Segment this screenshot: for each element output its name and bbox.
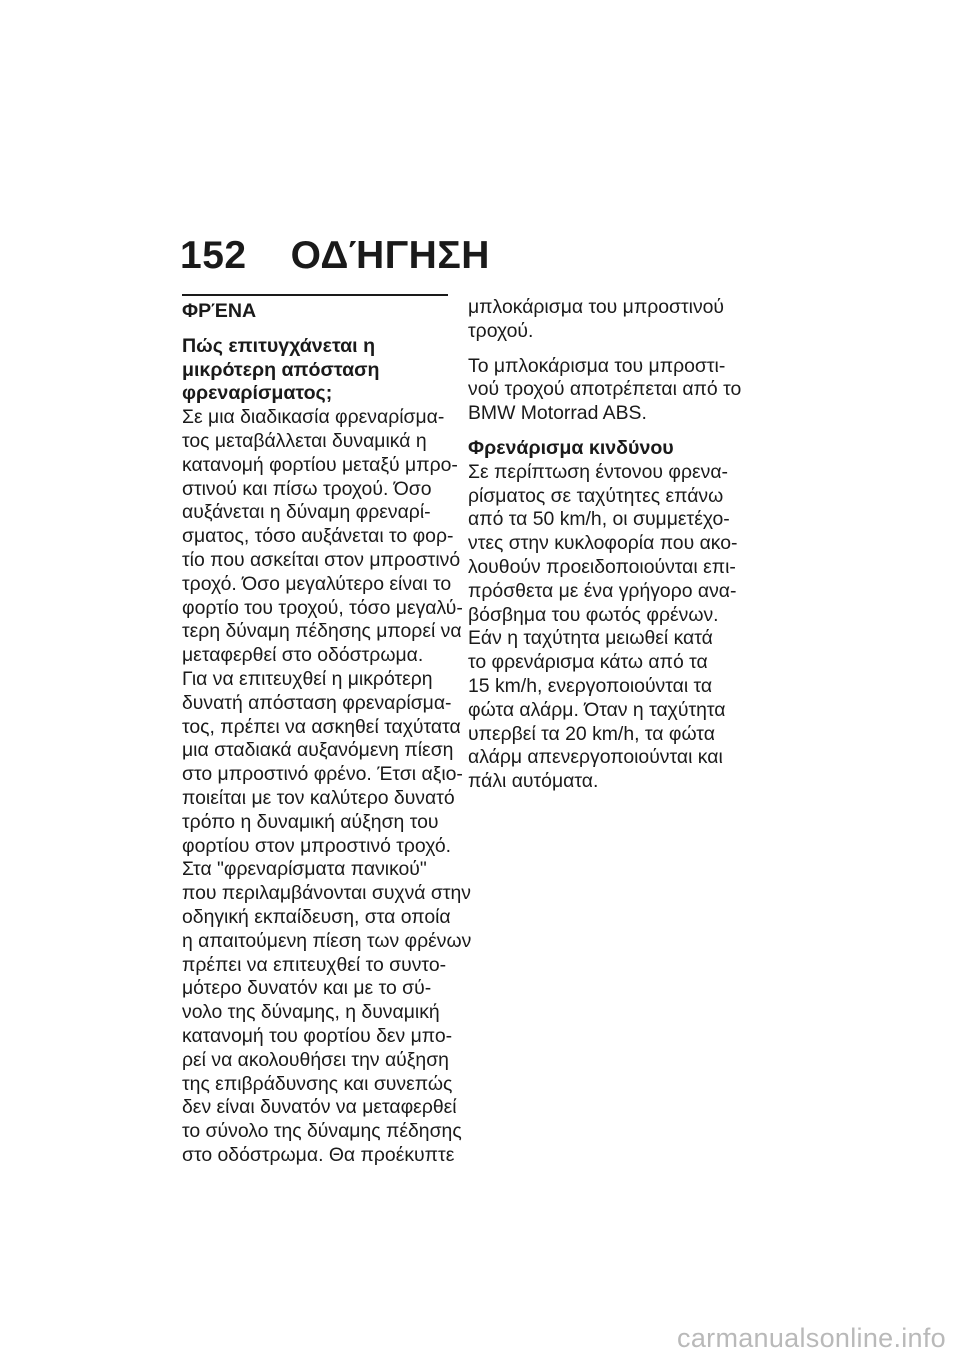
text-line: λουθούν προειδοποιούνται επι- bbox=[468, 555, 736, 578]
text-line: πρόσθετα με ένα γρήγορο ανα- bbox=[468, 579, 737, 602]
text-line: δεν είναι δυνατόν να μεταφερθεί bbox=[182, 1096, 457, 1119]
body-paragraph bbox=[182, 406, 472, 1168]
emergency-braking-heading: Φρενάρισμα κινδύνου bbox=[468, 436, 674, 459]
text-line: φώτα αλάρμ. Όταν η ταχύτητα bbox=[468, 698, 726, 721]
text-line: υπερβεί τα 20 km/h, τα φώτα bbox=[468, 722, 715, 745]
text-line: αλάρμ απενεργοποιούνται και bbox=[468, 746, 723, 769]
page-header bbox=[180, 236, 490, 275]
text-line: της επιβράδυνσης και συνεπώς bbox=[182, 1072, 453, 1095]
section-rule bbox=[182, 294, 448, 296]
subheading-line: φρεναρίσματος; bbox=[182, 382, 333, 405]
text-line: τος, πρέπει να ασκηθεί ταχύτατα bbox=[182, 715, 461, 738]
text-line: φορτίο του τροχού, τόσο μεγαλύ- bbox=[182, 596, 463, 619]
text-line: βόσβημα του φωτός φρένων. bbox=[468, 603, 719, 626]
text-line: η απαιτούμενη πίεση των φρένων bbox=[182, 929, 472, 952]
text-line: πρέπει να επιτευχθεί το συντο- bbox=[182, 953, 447, 976]
text-line: το φρενάρισμα κάτω από τα bbox=[468, 651, 708, 674]
text-line: κατανομή φορτίου μεταξύ μπρο- bbox=[182, 453, 458, 476]
text-line: νού τροχού αποτρέπεται από το bbox=[468, 378, 742, 401]
text-line: οδηγική εκπαίδευση, στα οποία bbox=[182, 905, 451, 928]
text-line: Σε μια διαδικασία φρεναρίσμα- bbox=[182, 406, 445, 429]
text-line: Εάν η ταχύτητα μειωθεί κατά bbox=[468, 627, 713, 650]
subheading-line: μικρότερη απόσταση bbox=[182, 358, 380, 381]
text-line: φορτίου στον μπροστινό τροχό. bbox=[182, 834, 452, 857]
text-line: τερη δύναμη πέδησης μπορεί να bbox=[182, 620, 462, 643]
text-line: Σε περίπτωση έντονου φρενα- bbox=[468, 460, 729, 483]
emergency-braking-paragraph bbox=[468, 461, 738, 794]
text-line: 15 km/h, ενεργοποιούνται τα bbox=[468, 674, 713, 697]
text-line: νολο της δύναμης, η δυναμική bbox=[182, 1001, 440, 1024]
site-watermark: carmanualsonline.info bbox=[677, 1323, 946, 1353]
subheading bbox=[182, 335, 452, 406]
text-line: Το μπλοκάρισμα του μπροστι- bbox=[468, 354, 726, 377]
text-line: σματος, τόσο αυξάνεται το φορ- bbox=[182, 525, 454, 548]
right-column bbox=[468, 296, 742, 794]
text-line: μια σταδιακά αυξανόμενη πίεση bbox=[182, 739, 454, 762]
text-line: Για να επιτευχθεί η μικρότερη bbox=[182, 667, 433, 690]
text-line: ποιείται με τον καλύτερο δυνατό bbox=[182, 786, 455, 809]
text-line: ρίσματος σε ταχύτητες επάνω bbox=[468, 484, 724, 507]
text-line: ρεί να ακολουθήσει την αύξηση bbox=[182, 1048, 449, 1071]
abs-paragraph bbox=[468, 354, 742, 426]
text-line: κατανομή του φορτίου δεν μπο- bbox=[182, 1024, 453, 1047]
text-line: τροχού. bbox=[468, 319, 534, 342]
text-line: δυνατή απόσταση φρεναρίσμα- bbox=[182, 691, 452, 714]
text-line: μπλοκάρισμα του μπροστινού bbox=[468, 296, 725, 318]
text-line: τίο που ασκείται στον μπροστινό bbox=[182, 548, 461, 571]
chapter-title: ΟΔΉΓΗΣΗ bbox=[290, 234, 490, 277]
text-line: στο οδόστρωμα. Θα προέκυπτε bbox=[182, 1143, 455, 1166]
text-line: τροχό. Όσο μεγαλύτερο είναι το bbox=[182, 572, 452, 595]
text-line: πάλι αυτόματα. bbox=[468, 770, 599, 793]
text-line: μότερο δυνατόν και με το σύ- bbox=[182, 977, 432, 1000]
left-column bbox=[182, 294, 472, 1168]
text-line: αυξάνεται η δύναμη φρεναρί- bbox=[182, 501, 431, 524]
text-line: τρόπο η δυναμική αύξηση του bbox=[182, 810, 439, 833]
subheading-line: Πώς επιτυγχάνεται η bbox=[182, 334, 376, 357]
text-line: που περιλαμβάνονται συχνά στην bbox=[182, 882, 472, 905]
text-line: Στα "φρεναρίσματα πανικού" bbox=[182, 858, 427, 881]
continuation-paragraph bbox=[468, 296, 738, 344]
text-line: στο μπροστινό φρένο. Έτσι αξιο- bbox=[182, 763, 463, 786]
text-line: το σύνολο της δύναμης πέδησης bbox=[182, 1120, 462, 1143]
text-line: ντες στην κυκλοφορία που ακο- bbox=[468, 532, 738, 555]
text-line: μεταφερθεί στο οδόστρωμα. bbox=[182, 644, 424, 667]
page-number: 152 bbox=[180, 234, 247, 277]
text-line: BMW Motorrad ABS. bbox=[468, 402, 647, 425]
text-line: τος μεταβάλλεται δυναμικά η bbox=[182, 429, 427, 452]
text-line: στινού και πίσω τροχού. Όσο bbox=[182, 477, 432, 500]
section-title: ΦΡΈΝΑ bbox=[182, 300, 257, 322]
text-line: από τα 50 km/h, οι συμμετέχο- bbox=[468, 508, 730, 531]
